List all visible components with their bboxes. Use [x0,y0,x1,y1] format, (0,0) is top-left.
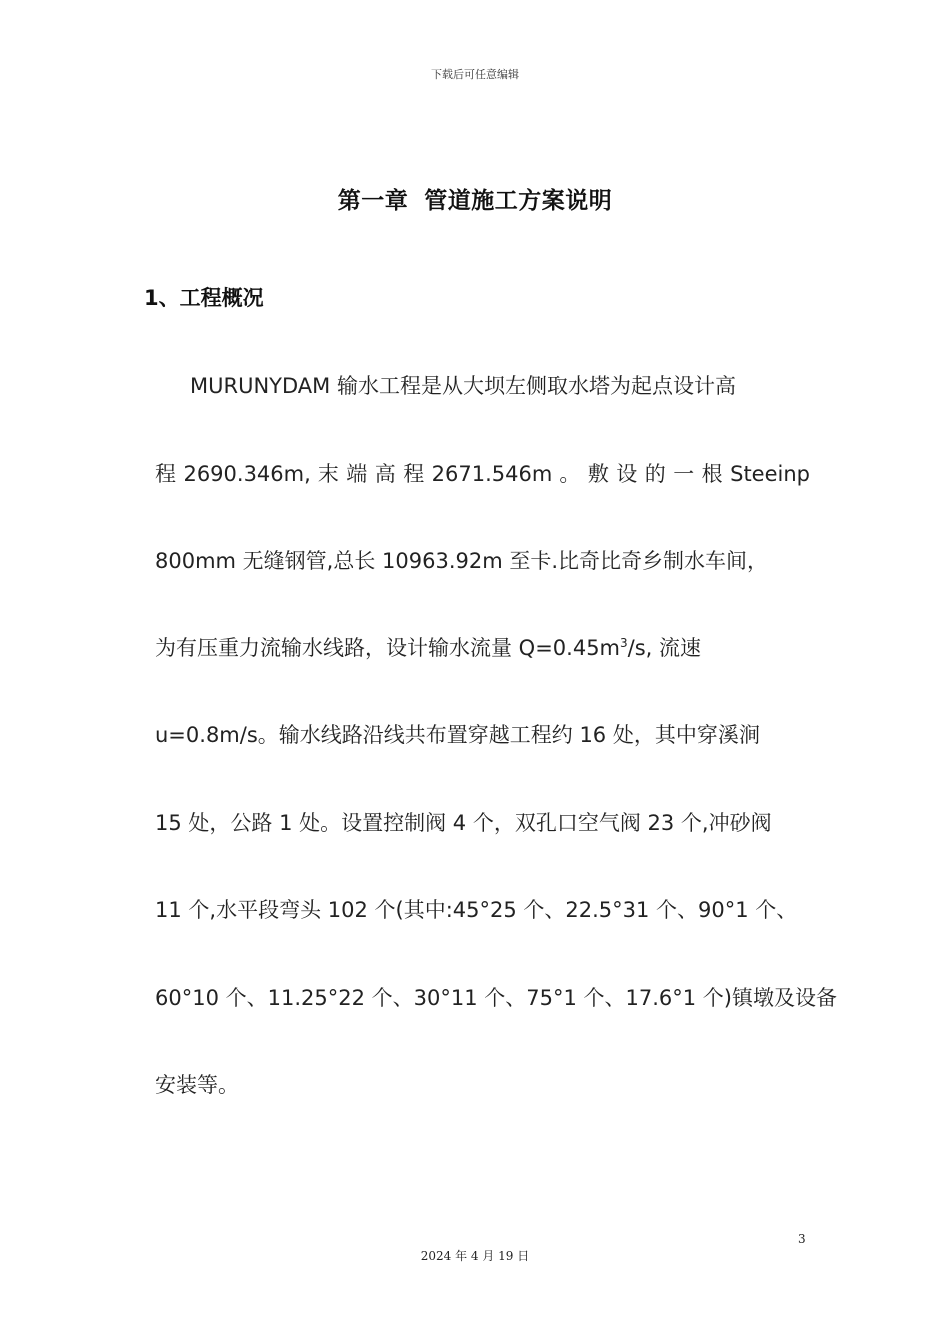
body-line-9: 安装等。 [155,1073,239,1097]
chapter-number: 第一章 [337,188,409,214]
header-note: 下载后可任意编辑 [431,68,519,81]
body-line-7: 11 个,水平段弯头 102 个(其中:45°25 个、22.5°31 个、90°1 个、 [155,898,798,922]
page-number: 3 [798,1232,806,1246]
body-line-4-text: 为有压重力流输水线路，设计输水流量 Q=0.45m [155,636,621,660]
body-line-5: u=0.8m/s。输水线路沿线共布置穿越工程约 16 处，其中穿溪涧 [155,723,760,747]
body-line-2: 程 2690.346m, 末 端 高 程 2671.546m 。 敷 设 的 一 根 Steeinp [155,462,810,486]
footer-date: 2024 年 4 月 19 日 [420,1249,530,1263]
body-line-6: 15 处，公路 1 处。设置控制阀 4 个，双孔口空气阀 23 个,冲砂阀 [155,811,772,835]
body-line-4 [155,633,810,663]
body-line-8: 60°10 个、11.25°22 个、30°11 个、75°1 个、17.6°1 个)镇墩及设备 [155,986,837,1010]
cubic-superscript: 3 [620,636,628,650]
section-heading: 1、工程概况 [144,286,264,310]
body-line-4-tail: /s, 流速 [627,636,702,660]
body-line-1: MURUNYDAM 输水工程是从大坝左侧取水塔为起点设计高 [190,374,736,398]
chapter-name: 管道施工方案说明 [424,188,613,214]
body-line-3: 800mm 无缝钢管,总长 10963.92m 至卡.比奇比奇乡制水车间， [155,549,769,573]
chapter-title [0,182,950,215]
